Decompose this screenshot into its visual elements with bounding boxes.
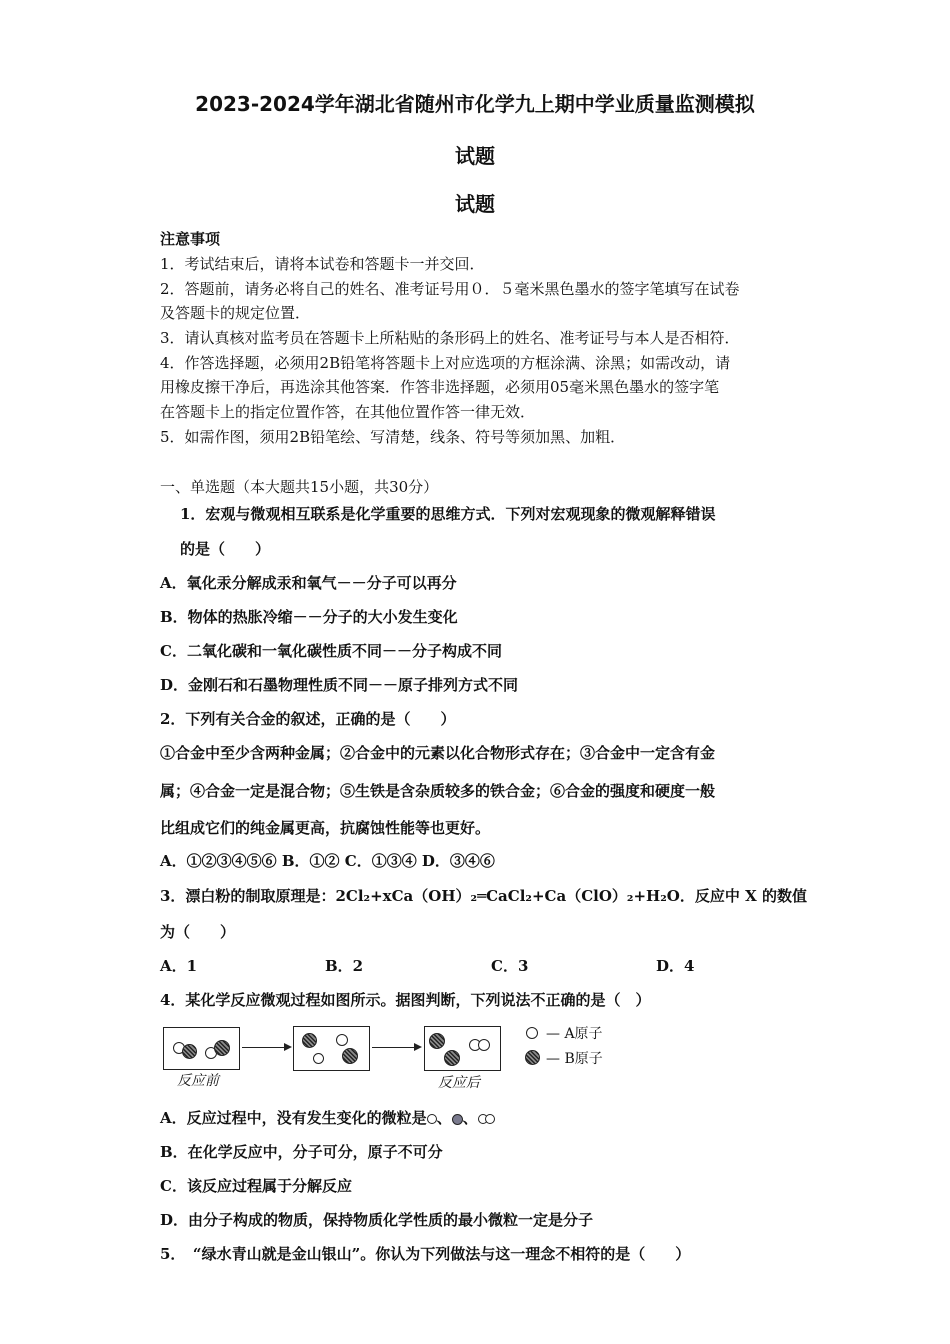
notice-item: 在答题卡上的指定位置作答，在其他位置作答一律无效． [160,403,536,421]
notice-item: 5．如需作图，须用2B铅笔绘、写清楚，线条、符号等须加黑、加粗． [160,428,626,446]
notice-heading: 注意事项 [160,230,221,248]
question-2-body: ①合金中至少含两种金属；②合金中的元素以化合物形式存在；③合金中一定含有金 [160,744,716,762]
q4-option-a: A．反应过程中，没有发生变化的微粒是 、 、 [160,1107,495,1128]
q4-option-b: B．在化学反应中，分子可分，原子不可分 [160,1143,443,1161]
question-2-body: 比组成它们的纯金属更高，抗腐蚀性能等也更好。 [160,819,491,837]
reaction-arrow [242,1047,290,1048]
a-atom [313,1053,324,1064]
legend-a-icon [526,1027,538,1039]
a-atom [336,1034,348,1046]
q1-option-b: B．物体的热胀冷缩－－分子的大小发生变化 [160,608,458,626]
q3-option-c: C．3 [491,957,529,975]
a-atom [478,1039,490,1051]
b-atom-icon [452,1114,463,1125]
q1-option-a: A．氧化汞分解成汞和氧气－－分子可以再分 [160,574,457,592]
question-2-body: 属；④合金一定是混合物；⑤生铁是含杂质较多的铁合金；⑥合金的强度和硬度一般 [160,782,716,800]
q3-option-a: A．1 [160,957,198,975]
q1-option-c: C．二氧化碳和一氧化碳性质不同－－分子构成不同 [160,642,502,660]
caption-before: 反应前 [177,1073,219,1089]
b-atom [342,1048,358,1064]
box-after [424,1026,501,1071]
question-4-stem: 4．某化学反应微观过程如图所示。据图判断，下列说法不正确的是（ ） [160,991,651,1009]
b-atom [429,1033,445,1049]
q3-option-d: D．4 [656,957,695,975]
question-5-stem: 5． “绿水青山就是金山银山”。你认为下列做法与这一理念不相符的是（ ） [160,1245,691,1263]
notice-item: 及答题卡的规定位置． [160,304,311,322]
q2-options: A．①②③④⑤⑥ B．①② C．①③④ D．③④⑥ [160,852,495,870]
b-atom [182,1044,197,1059]
legend-b-label: — B原子 [546,1051,603,1067]
q3-option-b: B．2 [325,957,364,975]
question-3-stem [160,885,807,906]
notice-item: 用橡皮擦干净后，再选涂其他答案．作答非选择题，必须用05毫米黑色墨水的签字笔 [160,378,720,396]
box-middle [293,1026,370,1071]
notice-item: 3．请认真核对监考员在答题卡上所粘贴的条形码上的姓名、准考证号与本人是否相符． [160,329,740,347]
section-heading: 一、单选题（本大题共15小题，共30分） [160,478,439,496]
q3-equation: 2Cl₂+xCa（OH）₂═CaCl₂+Ca（ClO）₂+H₂O [335,887,680,905]
a-atom-icon [427,1114,437,1124]
q4-option-c: C．该反应过程属于分解反应 [160,1177,352,1195]
legend-b-icon [525,1050,540,1065]
notice-item: 4．作答选择题，必须用2B铅笔将答题卡上对应选项的方框涂满、涂黑；如需改动，请 [160,354,731,372]
question-1-stem-cont: 的是（ ） [180,540,271,558]
legend-a-label: — A原子 [546,1026,603,1042]
reaction-arrow [372,1047,420,1048]
q3-stem-suffix: ．反应中 X 的数值 [679,887,807,905]
q4-option-d: D．由分子构成的物质，保持物质化学性质的最小微粒一定是分子 [160,1211,594,1229]
page-subtitle: 试题 [455,192,495,216]
a2-molecule-icon [485,1114,495,1124]
question-2-stem: 2．下列有关合金的叙述，正确的是（ ） [160,710,456,728]
b-atom [302,1033,317,1048]
page-title: 2023-2024学年湖北省随州市化学九上期中学业质量监测模拟 [195,92,755,116]
q1-option-d: D．金刚石和石墨物理性质不同－－原子排列方式不同 [160,676,519,694]
question-3-stem-cont: 为（ ） [160,923,236,941]
b-atom [444,1050,460,1066]
page-title-line2: 试题 [455,144,495,168]
box-before [163,1027,240,1070]
b-atom [214,1040,230,1056]
caption-after: 反应后 [438,1075,480,1091]
notice-item: 1．考试结束后，请将本试卷和答题卡一并交回． [160,255,485,273]
question-1-stem: 1．宏观与微观相互联系是化学重要的思维方式．下列对宏观现象的微观解释错误 [180,505,716,523]
notice-item: 2．答题前，请务必将自己的姓名、准考证号用０．５毫米黑色墨水的签字笔填写在试卷 [160,280,740,298]
q3-stem-prefix: 3．漂白粉的制取原理是： [160,887,336,905]
q4-option-a-text: A．反应过程中，没有发生变化的微粒是 [160,1109,427,1127]
